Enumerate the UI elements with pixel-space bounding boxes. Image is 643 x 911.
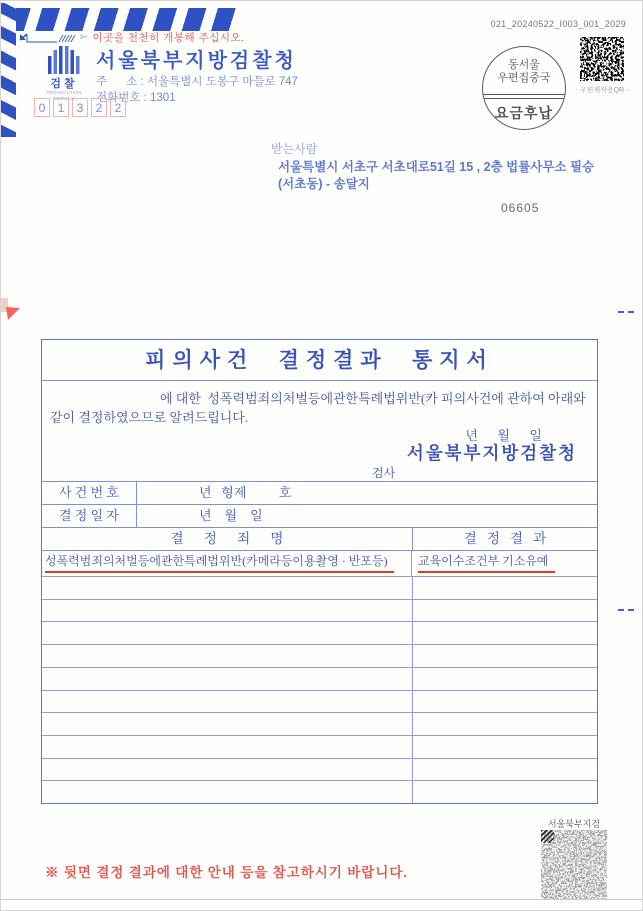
crime-cell <box>42 551 412 576</box>
intro-line2: 같이 결정하였으므로 알려드립니다. <box>50 410 249 425</box>
postmark-office-line: 우편집중국 <box>497 72 551 84</box>
decision-date-value: 년 월 일 <box>199 508 263 523</box>
recipient-address-line2: (서초동) - 송달지 <box>278 177 370 191</box>
prosecution-logo-icon <box>47 46 81 74</box>
case-number-label: 사 건 번 호 <box>42 482 137 504</box>
case-number-value: 년 형제 호 <box>199 485 292 500</box>
barcode-corner-hatch <box>541 830 554 843</box>
barcode-office-label: 서울북부지검 <box>547 819 601 829</box>
issuing-office-name: 서울북부지방검찰청 <box>406 443 577 463</box>
empty-cell <box>42 736 413 758</box>
empty-cell <box>42 600 413 622</box>
postal-digit-box: 2 <box>110 98 126 117</box>
empty-table-row <box>42 668 597 691</box>
corner-marker-triangle <box>6 306 21 326</box>
empty-table-row <box>42 645 597 668</box>
empty-table-row <box>42 691 597 714</box>
fold-mark <box>618 311 634 313</box>
empty-cell <box>42 645 413 667</box>
recipient-label: 받는사람 <box>271 142 318 156</box>
empty-cell <box>42 713 413 735</box>
empty-cell <box>42 577 413 599</box>
scissors-icon: ✄ <box>80 32 88 42</box>
postage-paid-label: 요금후납 <box>494 105 554 121</box>
table-header-row <box>42 528 597 551</box>
postal-digit-box: 1 <box>53 98 69 117</box>
empty-cell <box>42 781 413 803</box>
empty-cell <box>42 668 413 690</box>
result-cell <box>412 551 597 576</box>
footer-note: ※ 뒷면 결정 결과에 대한 안내 등을 참고하시기 바랍니다. <box>45 865 408 880</box>
mail-reference-number: 021_20240522_I003_001_2029 <box>490 19 626 29</box>
empty-cell <box>42 759 413 781</box>
empty-table-row <box>42 713 597 736</box>
postal-digit-box: 3 <box>72 98 88 117</box>
recipient-address-line1: 서울특별시 서초구 서초대로51길 15 , 2층 법률사무소 필승 <box>278 160 595 174</box>
prosecutor-label: 검사 <box>372 466 396 480</box>
empty-cell <box>42 622 413 644</box>
postal-qr-code <box>580 37 624 81</box>
stamp-divider <box>483 98 565 99</box>
logo-subtext: PROSECUTION SERVICE <box>46 90 82 101</box>
empty-table-row <box>42 600 597 623</box>
postage-paid-stamp <box>482 46 566 130</box>
crime-column-header: 결 정 죄 명 <box>42 528 413 550</box>
notice-title: 피의사건 결정결과 통지서 <box>42 340 597 381</box>
envelope-diagonal-stripes-top <box>13 8 239 31</box>
open-notice-text: 이곳을 천천히 개봉해 주십시오. <box>92 32 245 44</box>
recipient-zipcode: 06605 <box>501 201 540 215</box>
sender-address: 주 소 : 서울특별시 도봉구 마들로 747 <box>96 76 298 88</box>
envelope-diagonal-stripes-left <box>1 3 16 137</box>
qr-caption: - 우편제작용QR - <box>575 87 629 94</box>
decision-date-row <box>42 505 597 528</box>
sender-office-name: 서울북부지방검찰청 <box>96 50 297 72</box>
crime-value-underlined: 성폭력범죄의처벌등에관한특례법위반(카메라등이용촬영 · 반포등) <box>45 551 394 573</box>
decision-date-label: 결 정 일 자 <box>42 505 137 527</box>
open-here-line <box>17 30 245 45</box>
empty-table-row <box>42 736 597 759</box>
postal-digit-box: 0 <box>34 98 50 117</box>
open-here-arrow-icon <box>17 31 75 44</box>
postmark-region-line: 동서울 <box>508 59 540 71</box>
stamp-divider <box>483 94 565 95</box>
empty-table-row <box>42 577 597 600</box>
empty-table-row <box>42 781 597 803</box>
case-number-row <box>42 482 597 505</box>
result-column-header: 결 정 결 과 <box>463 531 547 546</box>
page-bottom-edge <box>1 899 642 900</box>
security-2d-barcode <box>541 830 607 899</box>
sender-postal-code-boxes <box>34 98 126 117</box>
decision-data-row <box>42 551 597 577</box>
result-value-underlined: 교육이수조건부 기소유예 <box>418 551 555 573</box>
empty-table-row <box>42 622 597 645</box>
prosecution-logo <box>37 46 91 102</box>
fold-mark <box>618 609 634 611</box>
blank-date-line: 년 월 일 <box>465 428 542 443</box>
sender-phone: 전화번호 : 1301 <box>96 92 176 104</box>
logo-text: 검찰 <box>50 78 78 90</box>
decision-notice-form <box>41 339 598 804</box>
empty-cell <box>42 691 413 713</box>
notice-intro-block <box>42 381 597 482</box>
postal-digit-box: 2 <box>91 98 107 117</box>
intro-line1: 에 대한 성폭력범죄의처벌등에관한특례법위반(카 피의사건에 관하여 아래와 <box>160 391 586 406</box>
empty-table-row <box>42 759 597 782</box>
